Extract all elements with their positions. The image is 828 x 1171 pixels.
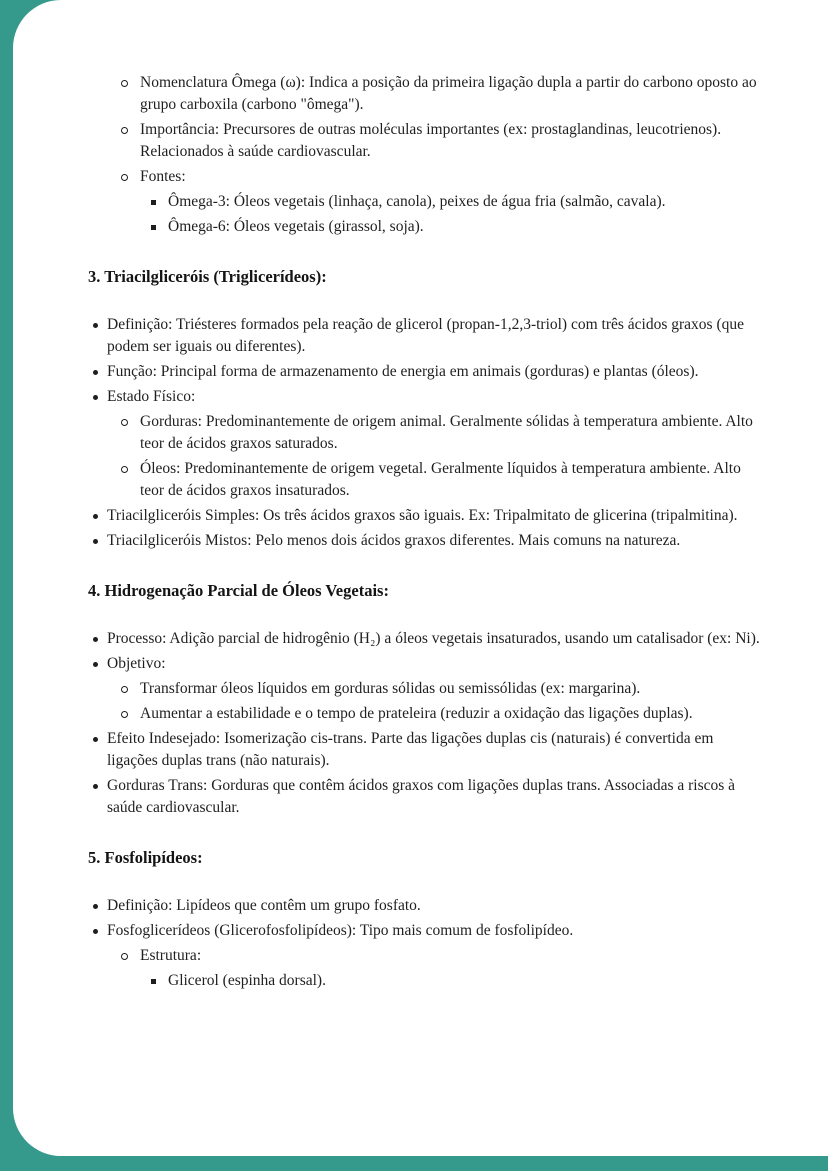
- list-item: Objetivo:: [88, 653, 760, 675]
- list-item: Triacilgliceróis Simples: Os três ácidos graxos são iguais. Ex: Tripalmitato de glicerina (tripalmitina).: [88, 505, 760, 527]
- list-item: Processo: Adição parcial de hidrogênio (H₂) a óleos vegetais insaturados, usando um catalisador (ex: Ni).: [88, 628, 760, 650]
- list-item: Ômega-6: Óleos vegetais (girassol, soja).: [88, 216, 760, 238]
- list-item: Gorduras: Predominantemente de origem animal. Geralmente sólidas à temperatura ambiente. Alto teor de ácidos graxos saturados.: [88, 411, 760, 455]
- document-page: [13, 0, 828, 1156]
- section-fosfolipideos: [88, 847, 760, 992]
- document-content: [88, 72, 760, 995]
- list-item: Fosfoglicerídeos (Glicerofosfolipídeos): Tipo mais comum de fosfolipídeo.: [88, 920, 760, 942]
- section-heading: 4. Hidrogenação Parcial de Óleos Vegetais:: [88, 581, 389, 600]
- list-item: Transformar óleos líquidos em gorduras sólidas ou semissólidas (ex: margarina).: [88, 678, 760, 700]
- list-item: Fontes:: [88, 166, 760, 188]
- list-item: Ômega-3: Óleos vegetais (linhaça, canola), peixes de água fria (salmão, cavala).: [88, 191, 760, 213]
- list-item: Aumentar a estabilidade e o tempo de prateleira (reduzir a oxidação das ligações duplas).: [88, 703, 760, 725]
- list-item: Óleos: Predominantemente de origem vegetal. Geralmente líquidos à temperatura ambiente. Alto teor de ácidos graxos insaturados.: [88, 458, 760, 502]
- section-triacilglicerois: [88, 266, 760, 552]
- list-item: Definição: Triésteres formados pela reação de glicerol (propan-1,2,3-triol) com três ácidos graxos (que podem ser iguais ou diferentes).: [88, 314, 760, 358]
- list-item: Glicerol (espinha dorsal).: [88, 970, 760, 992]
- list-item: Estado Físico:: [88, 386, 760, 408]
- list-item: Nomenclatura Ômega (ω): Indica a posição da primeira ligação dupla a partir do carbono oposto ao grupo carboxila (carbono "ômega").: [88, 72, 760, 116]
- list-item: Importância: Precursores de outras moléculas importantes (ex: prostaglandinas, leucotrienos). Relacionados à saúde cardiovascular.: [88, 119, 760, 163]
- list-item: Gorduras Trans: Gorduras que contêm ácidos graxos com ligações duplas trans. Associadas a riscos à saúde cardiovascular.: [88, 775, 760, 819]
- section-hidrogenacao: [88, 580, 760, 819]
- section-heading: 3. Triacilgliceróis (Triglicerídeos):: [88, 267, 327, 286]
- list-item: Triacilgliceróis Mistos: Pelo menos dois ácidos graxos diferentes. Mais comuns na natureza.: [88, 530, 760, 552]
- list-item: Efeito Indesejado: Isomerização cis-trans. Parte das ligações duplas cis (naturais) é convertida em ligações duplas trans (não naturais).: [88, 728, 760, 772]
- list-item: Função: Principal forma de armazenamento de energia em animais (gorduras) e plantas (óleos).: [88, 361, 760, 383]
- section-omega: [88, 72, 760, 238]
- section-heading: 5. Fosfolipídeos:: [88, 848, 203, 867]
- list-item: Estrutura:: [88, 945, 760, 967]
- list-item: Definição: Lipídeos que contêm um grupo fosfato.: [88, 895, 760, 917]
